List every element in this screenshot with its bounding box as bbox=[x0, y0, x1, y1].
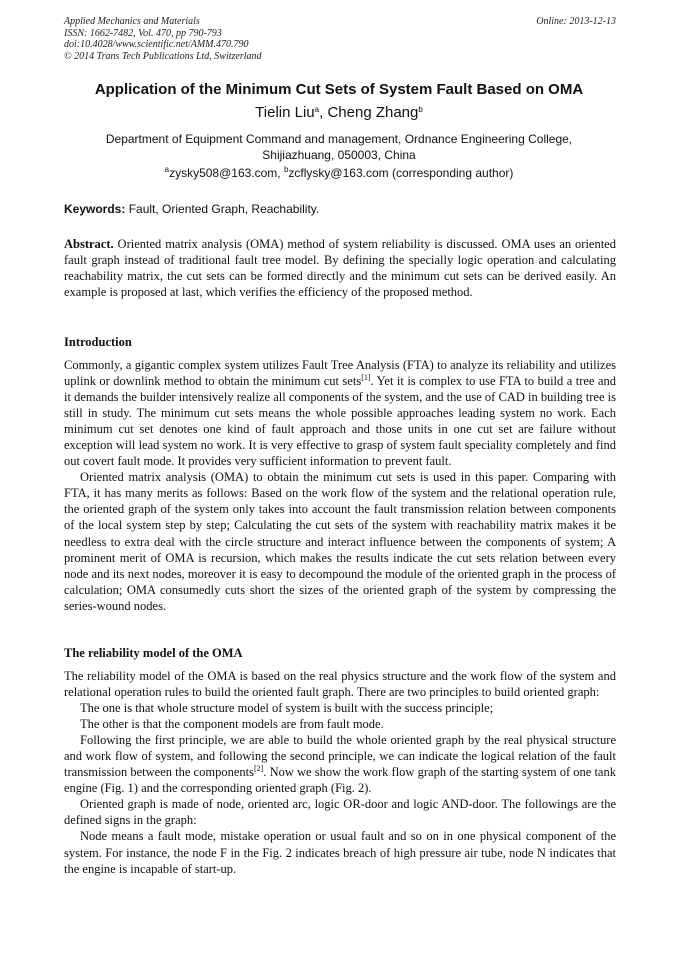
email-2-mark: b bbox=[283, 165, 289, 174]
citation-1: [1] bbox=[361, 373, 371, 383]
copyright-line: © 2014 Trans Tech Publications Ltd, Switzerland bbox=[64, 50, 262, 62]
journal-name: Applied Mechanics and Materials bbox=[64, 16, 200, 27]
rel-paragraph-2: The one is that whole structure model of system is built with the success principle; bbox=[80, 701, 494, 716]
section-heading-reliability: The reliability model of the OMA bbox=[64, 646, 243, 660]
email-1-mark: a bbox=[164, 165, 170, 174]
rel-paragraph-5: Oriented graph is made of node, oriented arc, logic OR-door and logic AND-door. The followings are the defined signs in the graph: bbox=[64, 797, 616, 828]
paper-title: Application of the Minimum Cut Sets of System Fault Based on OMA bbox=[94, 81, 584, 98]
abstract-label: Abstract. bbox=[64, 237, 114, 251]
issn-line: ISSN: 1662-7482, Vol. 470, pp 790-793 bbox=[64, 27, 222, 39]
introduction-section bbox=[64, 357, 616, 614]
doi-line: doi:10.4028/www.scientific.net/AMM.470.790 bbox=[64, 39, 249, 50]
author-emails bbox=[40, 165, 638, 181]
email-1: zysky508@163.com, bbox=[169, 166, 284, 180]
author-1-mark: a bbox=[314, 105, 320, 114]
email-2: zcflysky@163.com (corresponding author) bbox=[288, 166, 514, 180]
keywords-text: Fault, Oriented Graph, Reachability. bbox=[125, 202, 320, 216]
rel-paragraph-3: The other is that the component models are from fault mode. bbox=[80, 717, 384, 732]
intro-paragraph-2: Oriented matrix analysis (OMA) to obtain the minimum cut sets is used in this paper. Comparing with FTA, it has many merits as follows: Based on the work flow of the system and the relational operation rule, the oriented graph of the system only takes into account the fault transmission relation between components of the local system step by step; Calculating the cut sets of the system with reachability matrix makes it be needless to extra deal with the circle structure and interact influence between the components of system; A prominent merit of OMA is recursion, which makes the results indicate the cut sets relation between every node and its next nodes, moreover it is easy to decompound the module of the oriented graph in the process of calculation; OMA consumedly cuts short the sizes of the oriented graph of the system by compressing the series-wound nodes. bbox=[64, 470, 616, 613]
affiliation-line-2: Shijiazhuang, 050003, China bbox=[262, 148, 416, 162]
author-1: Tielin Liu bbox=[255, 104, 315, 121]
keywords-label: Keywords: bbox=[64, 202, 126, 216]
rel-paragraph-6: Node means a fault mode, mistake operation or usual fault and so on in one physical component of the system. For instance, the node F in the Fig. 2 indicates breach of high pressure air tube, node N indicates that the engine is incapable of start-up. bbox=[64, 829, 616, 876]
author-2-mark: b bbox=[418, 105, 423, 114]
affiliation bbox=[80, 131, 598, 163]
rel-paragraph-4: Following the first principle, we are able to build the whole oriented graph by the real physical structure and work flow of system, and following the second principle, we can indicate the logical relation of the fault transmission between the components[2]. Now we show the work flow graph of the starting system of one tank engine (Fig. 1) and the corresponding oriented graph (Fig. 2). bbox=[64, 733, 616, 796]
rel-paragraph-1: The reliability model of the OMA is based on the real physics structure and the work flow of the system and relational operation rules to build the oriented fault graph. There are two principles to build oriented graph: bbox=[64, 669, 616, 700]
author-2: Cheng Zhang bbox=[327, 104, 419, 121]
abstract-text: Oriented matrix analysis (OMA) method of system reliability is discussed. OMA uses an oriented fault graph instead of traditional fault tree model. By defining the specially logic operation and calculating reachability matrix, the cut sets can be formed directly and the minimum cut sets can be derived easily. An example is proposed at last, which verifies the efficiency of the proposed method. bbox=[64, 237, 616, 300]
journal-header bbox=[64, 16, 616, 62]
online-date: Online: 2013-12-13 bbox=[536, 16, 616, 27]
author-line bbox=[40, 104, 638, 122]
intro-paragraph-1: Commonly, a gigantic complex system utilizes Fault Tree Analysis (FTA) to analyze its reliability and utilizes uplink or downlink method to obtain the minimum cut sets[1]. Yet it is complex to use FTA to build a tree and it demands the builder intensively realize all components of the system, and the use of CAD in building tree is still in study. The minimum cut sets means the whole possible approaches leading system no work. Each minimum cut set denotes one kind of fault approach and those units in one cut set are failure without exception will lead system no work. It is very effective to grasp of system fault speciality completely and find out covert fault mode. It provides very sufficient information to prevent fault. bbox=[64, 358, 616, 469]
affiliation-line-1: Department of Equipment Command and management, Ordnance Engineering College, bbox=[105, 132, 573, 146]
abstract bbox=[64, 236, 616, 300]
author-separator: , bbox=[319, 104, 328, 121]
citation-2: [2] bbox=[253, 764, 264, 774]
reliability-section bbox=[64, 668, 616, 877]
section-heading-introduction: Introduction bbox=[64, 335, 132, 349]
keywords bbox=[64, 201, 616, 217]
